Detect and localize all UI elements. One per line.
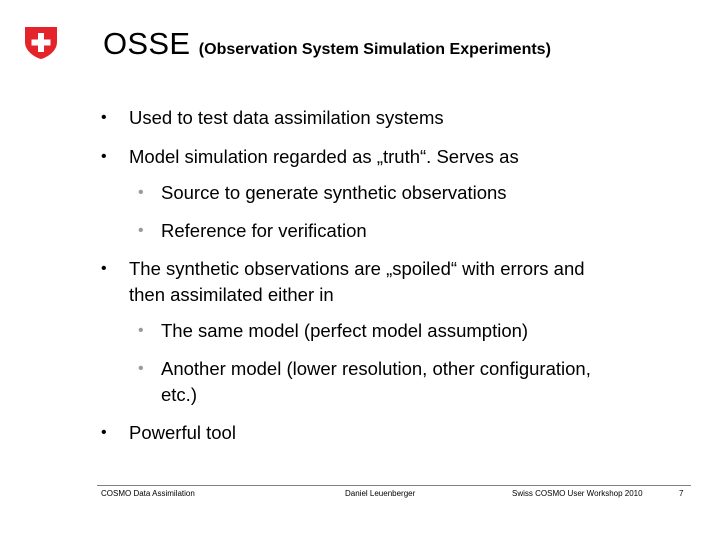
bullet-dot: • [138, 360, 144, 377]
bullet-text-line1: Another model (lower resolution, other configuration, [161, 358, 591, 379]
page-number: 7 [679, 489, 684, 498]
bullet-dot: • [138, 322, 144, 339]
bullet-item [101, 420, 236, 446]
bullet-text: Used to test data assimilation systems [129, 107, 444, 128]
bullet-dot: • [138, 222, 144, 239]
bullet-text-line2: etc.) [161, 384, 197, 405]
sub-bullet-item [138, 318, 528, 344]
bullet-text: Powerful tool [129, 422, 236, 443]
slide-title [103, 26, 551, 62]
title-main: OSSE [103, 26, 191, 61]
bullet-text: Model simulation regarded as „truth“. Serves as [129, 146, 519, 167]
sub-bullet-item [138, 218, 367, 244]
footer-divider [97, 485, 691, 486]
swiss-shield-logo [24, 26, 58, 60]
bullet-text: Reference for verification [161, 220, 367, 241]
bullet-item [101, 105, 444, 131]
sub-bullet-item [138, 356, 591, 408]
title-subtitle: (Observation System Simulation Experiments) [198, 41, 551, 58]
bullet-dot: • [101, 148, 107, 165]
bullet-item [101, 144, 519, 170]
bullet-text-line2: then assimilated either in [129, 284, 334, 305]
bullet-item [101, 256, 585, 308]
bullet-dot: • [101, 424, 107, 441]
bullet-text-line1: The synthetic observations are „spoiled“ with errors and [129, 258, 585, 279]
bullet-dot: • [101, 109, 107, 126]
bullet-text: The same model (perfect model assumption) [161, 320, 529, 341]
bullet-dot: • [101, 260, 107, 277]
bullet-dot: • [138, 184, 144, 201]
bullet-text: Source to generate synthetic observations [161, 182, 507, 203]
footer-event: Swiss COSMO User Workshop 2010 [512, 489, 643, 498]
footer-author: Daniel Leuenberger [345, 489, 416, 498]
footer-left: COSMO Data Assimilation [101, 489, 195, 498]
sub-bullet-item [138, 180, 507, 206]
